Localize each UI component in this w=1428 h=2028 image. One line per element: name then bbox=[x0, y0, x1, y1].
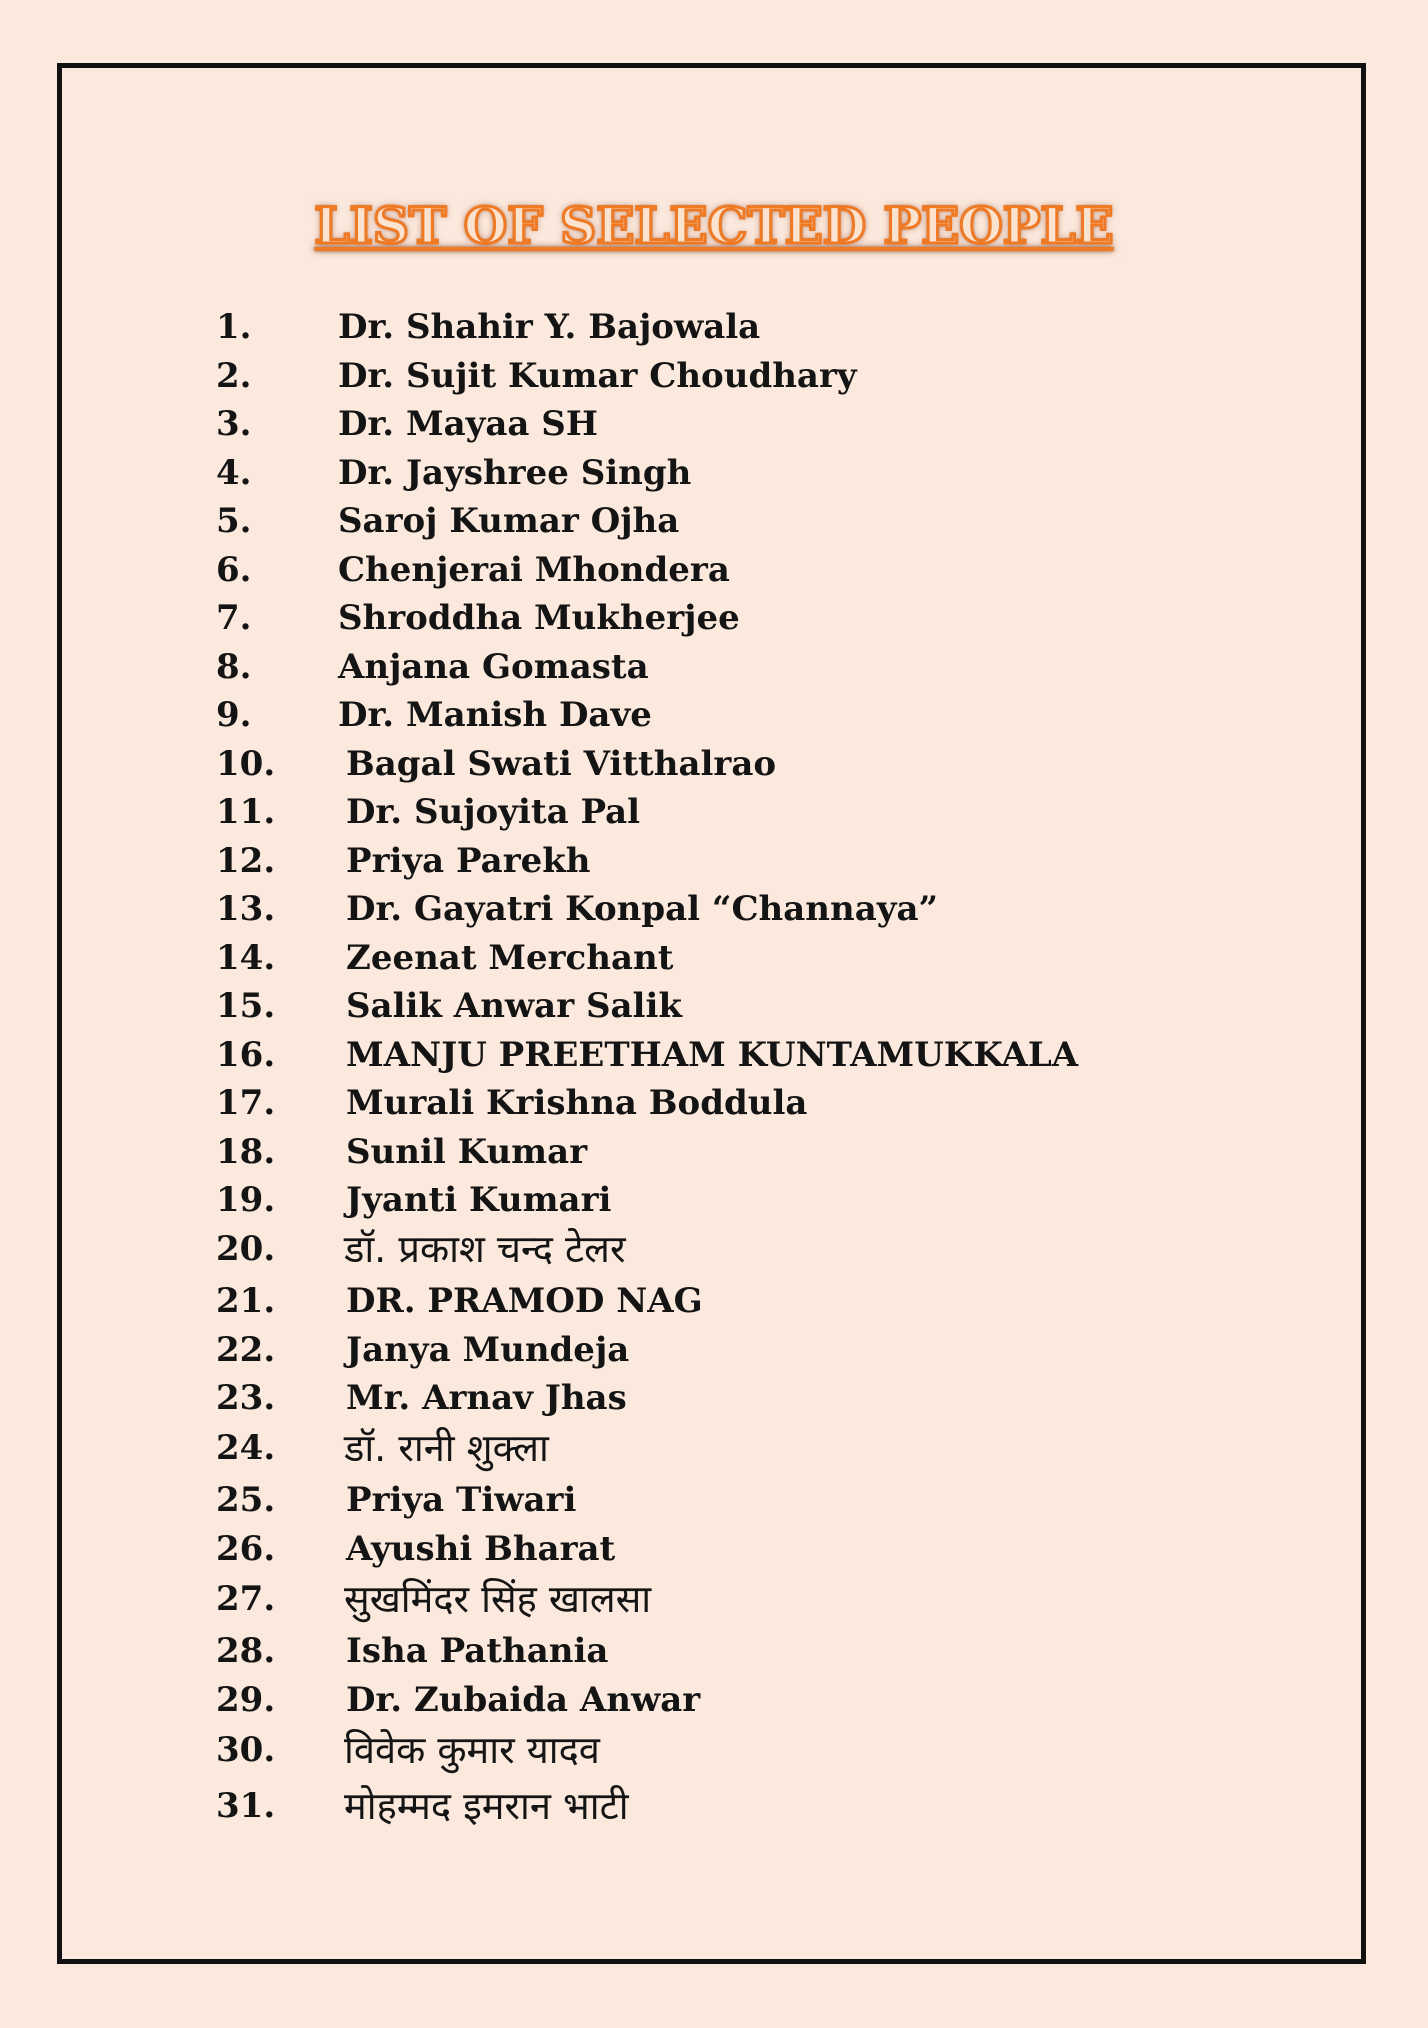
person-name: सुखमिंदर सिंह खालसा bbox=[344, 1577, 652, 1621]
person-name: Dr. Mayaa SH bbox=[338, 404, 598, 444]
item-number: 11. bbox=[216, 792, 276, 832]
person-name: DR. PRAMOD NAG bbox=[346, 1281, 703, 1321]
item-number: 18. bbox=[216, 1131, 276, 1172]
person-name: Jyanti Kumari bbox=[346, 1180, 612, 1220]
item-number: 21. bbox=[216, 1281, 276, 1321]
person-name: डॉ. प्रकाश चन्द टेलर bbox=[344, 1226, 626, 1271]
person-name: Shroddha Mukherjee bbox=[338, 598, 740, 638]
person-name: Dr. Zubaida Anwar bbox=[346, 1680, 701, 1720]
person-name: Dr. Shahir Y. Bajowala bbox=[338, 307, 761, 347]
person-name: Dr. Sujit Kumar Choudhary bbox=[338, 355, 857, 396]
person-name: Priya Parekh bbox=[346, 840, 591, 881]
item-number: 26. bbox=[216, 1529, 276, 1569]
person-name: Dr. Jayshree Singh bbox=[338, 452, 692, 493]
item-number: 4. bbox=[216, 452, 252, 493]
item-number: 27. bbox=[216, 1579, 276, 1619]
item-number: 23. bbox=[216, 1378, 276, 1418]
item-number: 8. bbox=[216, 646, 252, 687]
person-name: Priya Tiwari bbox=[346, 1480, 577, 1520]
person-name: डॉ. रानी शुक्ला bbox=[344, 1426, 549, 1470]
item-number: 30. bbox=[216, 1730, 276, 1770]
person-name: Ayushi Bharat bbox=[346, 1529, 616, 1569]
person-name: Bagal Swati Vitthalrao bbox=[346, 743, 777, 784]
item-number: 15. bbox=[216, 986, 276, 1026]
item-number: 3. bbox=[216, 404, 252, 444]
item-number: 20. bbox=[216, 1228, 276, 1269]
person-name: Dr. Sujoyita Pal bbox=[346, 792, 641, 832]
item-number: 14. bbox=[216, 937, 276, 978]
person-name: Salik Anwar Salik bbox=[346, 986, 682, 1026]
person-name: Anjana Gomasta bbox=[338, 646, 649, 687]
page-title: LIST OF SELECTED PEOPLE bbox=[314, 196, 1114, 255]
item-number: 17. bbox=[216, 1083, 276, 1123]
person-name: Murali Krishna Boddula bbox=[346, 1083, 808, 1123]
item-number: 7. bbox=[216, 598, 252, 638]
item-number: 6. bbox=[216, 549, 252, 590]
item-number: 12. bbox=[216, 840, 276, 881]
item-number: 28. bbox=[216, 1631, 276, 1671]
item-number: 2. bbox=[216, 355, 252, 396]
person-name: Zeenat Merchant bbox=[346, 937, 674, 978]
item-number: 25. bbox=[216, 1480, 276, 1520]
person-name: मोहम्मद इमरान भाटी bbox=[344, 1784, 629, 1828]
item-number: 19. bbox=[216, 1180, 276, 1220]
person-name: Dr. Manish Dave bbox=[338, 695, 652, 735]
item-number: 1. bbox=[216, 307, 252, 347]
person-name: Mr. Arnav Jhas bbox=[346, 1378, 627, 1418]
item-number: 24. bbox=[216, 1428, 276, 1468]
person-name: Dr. Gayatri Konpal “Channaya” bbox=[346, 889, 939, 929]
person-name: Saroj Kumar Ojha bbox=[338, 501, 680, 541]
person-name: MANJU PREETHAM KUNTAMUKKALA bbox=[346, 1034, 1079, 1075]
item-number: 5. bbox=[216, 501, 252, 541]
person-name: Chenjerai Mhondera bbox=[338, 549, 730, 590]
person-name: विवेक कुमार यादव bbox=[344, 1728, 600, 1772]
item-number: 22. bbox=[216, 1329, 276, 1370]
person-name: Sunil Kumar bbox=[346, 1131, 588, 1172]
item-number: 13. bbox=[216, 889, 276, 929]
item-number: 16. bbox=[216, 1034, 276, 1075]
item-number: 29. bbox=[216, 1680, 276, 1720]
item-number: 9. bbox=[216, 695, 252, 735]
person-name: Isha Pathania bbox=[346, 1631, 609, 1671]
person-name: Janya Mundeja bbox=[346, 1329, 630, 1370]
item-number: 10. bbox=[216, 743, 276, 784]
item-number: 31. bbox=[216, 1786, 276, 1826]
